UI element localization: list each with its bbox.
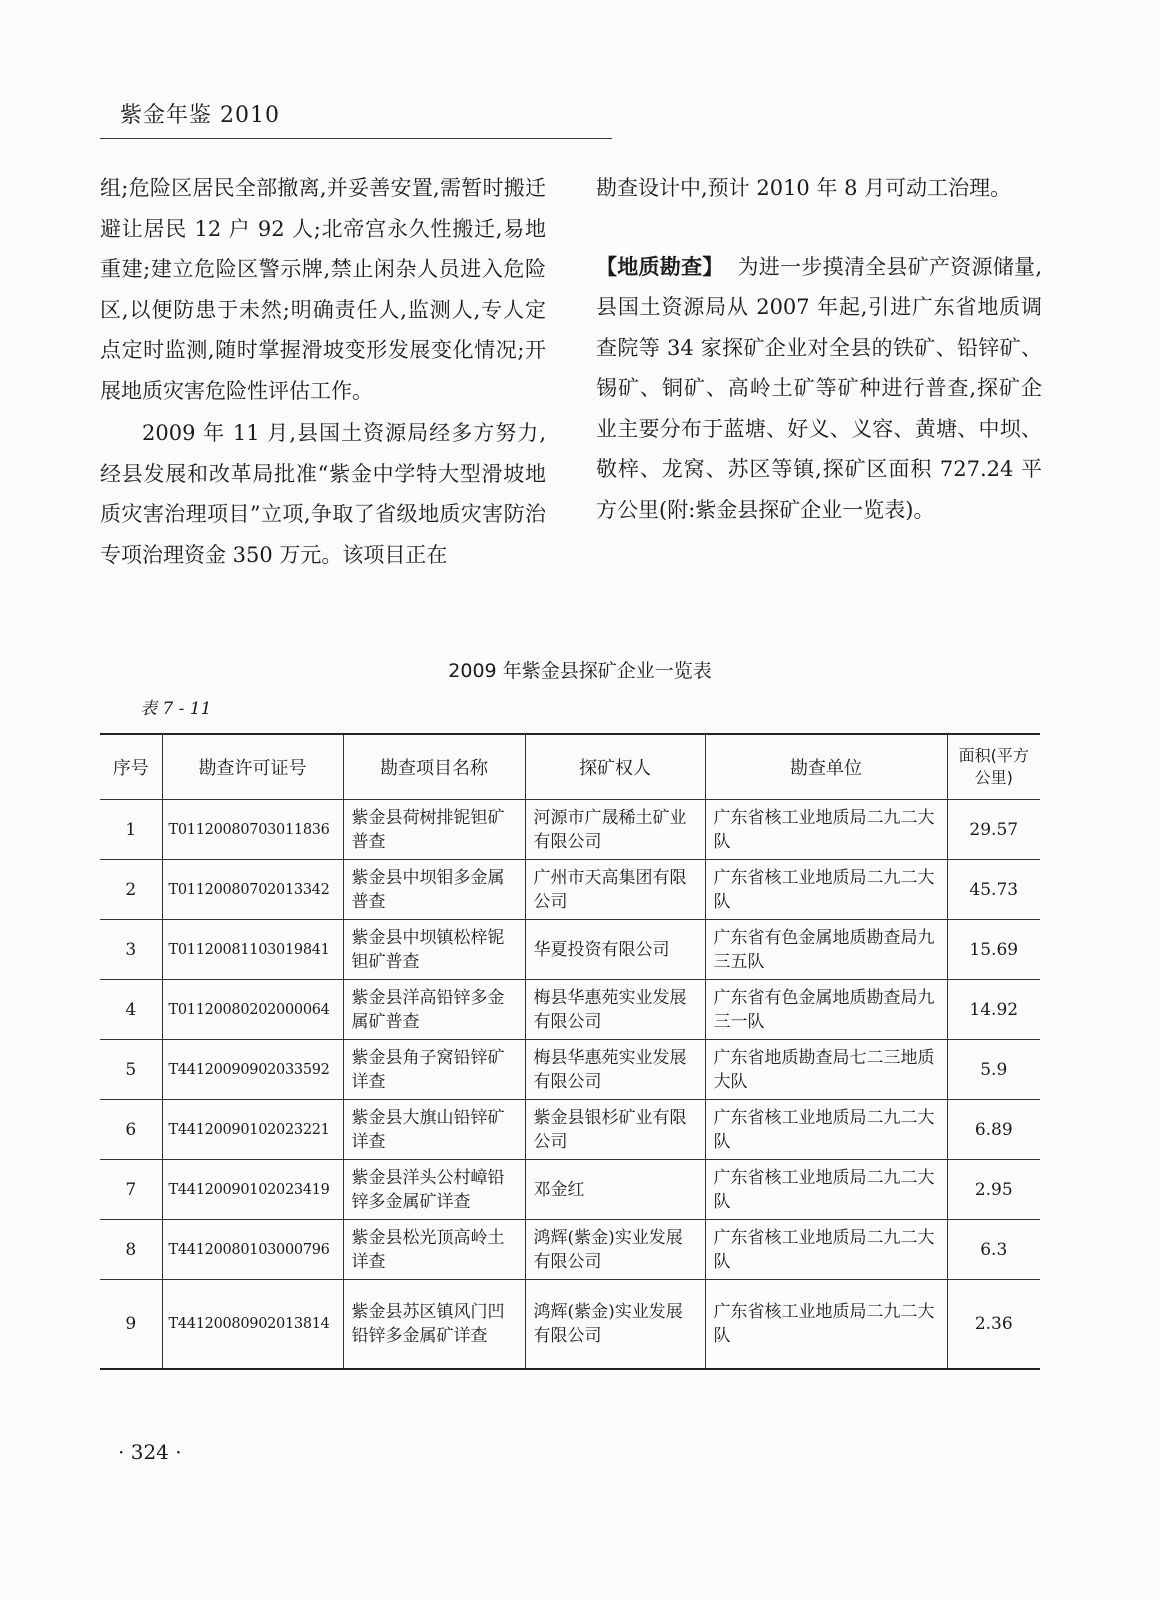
- cell-holder: 梅县华惠苑实业发展有限公司: [525, 1040, 705, 1100]
- header-rule: [100, 138, 612, 139]
- cell-unit: 广东省核工业地质局二九二大队: [705, 1220, 947, 1280]
- cell-holder: 紫金县银杉矿业有限公司: [525, 1100, 705, 1160]
- cell-permit: T01120080703011836: [162, 800, 343, 860]
- cell-unit: 广东省地质勘查局七二三地质大队: [705, 1040, 947, 1100]
- cell-permit: T01120080202000064: [162, 980, 343, 1040]
- cell-holder: 广州市天高集团有限公司: [525, 860, 705, 920]
- table-ref: 表 7 - 11: [140, 699, 212, 719]
- cell-area: 2.95: [947, 1160, 1040, 1220]
- cell-project: 紫金县苏区镇风门凹铅锌多金属矿详查: [343, 1280, 525, 1370]
- left-text-column: [100, 168, 546, 575]
- table-row: [100, 860, 1040, 920]
- cell-no: 3: [100, 920, 162, 980]
- cell-holder: 邓金红: [525, 1160, 705, 1220]
- header-project: 勘查项目名称: [343, 734, 525, 800]
- cell-area: 15.69: [947, 920, 1040, 980]
- left-paragraph-2: 2009 年 11 月,县国土资源局经多方努力,经县发展和改革局批准“紫金中学特大型滑坡地质灾害治理项目”立项,争取了省级地质灾害防治专项治理资金 350 万元。该项目正在: [100, 421, 546, 567]
- page-number: · 324 ·: [118, 1440, 182, 1464]
- header-no: 序号: [100, 734, 162, 800]
- cell-no: 1: [100, 800, 162, 860]
- cell-permit: T01120080702013342: [162, 860, 343, 920]
- cell-area: 14.92: [947, 980, 1040, 1040]
- cell-project: 紫金县洋高铅锌多金属矿普查: [343, 980, 525, 1040]
- cell-no: 5: [100, 1040, 162, 1100]
- cell-no: 9: [100, 1280, 162, 1370]
- table-header-row: [100, 734, 1040, 800]
- cell-no: 4: [100, 980, 162, 1040]
- cell-project: 紫金县松光顶高岭土详查: [343, 1220, 525, 1280]
- cell-area: 5.9: [947, 1040, 1040, 1100]
- cell-unit: 广东省核工业地质局二九二大队: [705, 860, 947, 920]
- cell-project: 紫金县大旗山铅锌矿详查: [343, 1100, 525, 1160]
- cell-unit: 广东省有色金属地质勘查局九三五队: [705, 920, 947, 980]
- cell-no: 7: [100, 1160, 162, 1220]
- cell-permit: T44120090102023221: [162, 1100, 343, 1160]
- cell-no: 6: [100, 1100, 162, 1160]
- table-row: [100, 1100, 1040, 1160]
- mining-enterprise-table: [100, 733, 1040, 1370]
- table-row: [100, 1040, 1040, 1100]
- section-tag-geology: 【地质勘查】: [596, 254, 724, 279]
- cell-area: 6.3: [947, 1220, 1040, 1280]
- table-row: [100, 1280, 1040, 1370]
- header-holder: 探矿权人: [525, 734, 705, 800]
- table-title: 2009 年紫金县探矿企业一览表: [448, 660, 712, 682]
- geology-section: [596, 247, 1042, 531]
- cell-project: 紫金县角子窝铅锌矿详查: [343, 1040, 525, 1100]
- header-permit: 勘查许可证号: [162, 734, 343, 800]
- cell-holder: 鸿辉(紫金)实业发展有限公司: [525, 1280, 705, 1370]
- table-row: [100, 920, 1040, 980]
- cell-project: 紫金县洋头公村嶂铅锌多金属矿详查: [343, 1160, 525, 1220]
- cell-area: 29.57: [947, 800, 1040, 860]
- table-row: [100, 1160, 1040, 1220]
- left-paragraph-1: 组;危险区居民全部撤离,并妥善安置,需暂时搬迁避让居民 12 户 92 人;北帝宫永久性搬迁,易地重建;建立危险区警示牌,禁止闲杂人员进入危险区,以便防患于未然;明确责任人,监测人,专人定点定时监测,随时掌握滑坡变形发展变化情况;开展地质灾害危险性评估工作。: [100, 176, 546, 403]
- cell-holder: 河源市广晟稀土矿业有限公司: [525, 800, 705, 860]
- cell-permit: T44120080103000796: [162, 1220, 343, 1280]
- cell-area: 45.73: [947, 860, 1040, 920]
- cell-permit: T44120090902033592: [162, 1040, 343, 1100]
- table-row: [100, 800, 1040, 860]
- header-unit: 勘查单位: [705, 734, 947, 800]
- right-paragraph-2: 为进一步摸清全县矿产资源储量,县国土资源局从 2007 年起,引进广东省地质调查院等 34 家探矿企业对全县的铁矿、铅锌矿、锡矿、铜矿、高岭土矿等矿种进行普查,探矿企业主要分布于蓝塘、好义、义容、黄塘、中坝、敬梓、龙窝、苏区等镇,探矿区面积 727.24 平方公里(附:紫金县探矿企业一览表)。: [596, 254, 1042, 522]
- cell-project: 紫金县荷树排铌钽矿普查: [343, 800, 525, 860]
- cell-unit: 广东省核工业地质局二九二大队: [705, 1100, 947, 1160]
- cell-unit: 广东省核工业地质局二九二大队: [705, 1160, 947, 1220]
- right-paragraph-1: 勘查设计中,预计 2010 年 8 月可动工治理。: [596, 176, 1012, 200]
- cell-unit: 广东省有色金属地质勘查局九三一队: [705, 980, 947, 1040]
- cell-permit: T44120080902013814: [162, 1280, 343, 1370]
- right-text-column: [596, 168, 1042, 530]
- cell-area: 6.89: [947, 1100, 1040, 1160]
- cell-unit: 广东省核工业地质局二九二大队: [705, 1280, 947, 1370]
- cell-permit: T01120081103019841: [162, 920, 343, 980]
- table-row: [100, 1220, 1040, 1280]
- cell-holder: 华夏投资有限公司: [525, 920, 705, 980]
- cell-project: 紫金县中坝镇松梓铌钽矿普查: [343, 920, 525, 980]
- cell-holder: 梅县华惠苑实业发展有限公司: [525, 980, 705, 1040]
- cell-no: 2: [100, 860, 162, 920]
- cell-area: 2.36: [947, 1280, 1040, 1370]
- table-row: [100, 980, 1040, 1040]
- cell-holder: 鸿辉(紫金)实业发展有限公司: [525, 1220, 705, 1280]
- cell-permit: T44120090102023419: [162, 1160, 343, 1220]
- cell-project: 紫金县中坝钼多金属普查: [343, 860, 525, 920]
- cell-no: 8: [100, 1220, 162, 1280]
- cell-unit: 广东省核工业地质局二九二大队: [705, 800, 947, 860]
- running-header-title: 紫金年鉴 2010: [120, 103, 280, 128]
- header-area: 面积(平方公里): [947, 734, 1040, 800]
